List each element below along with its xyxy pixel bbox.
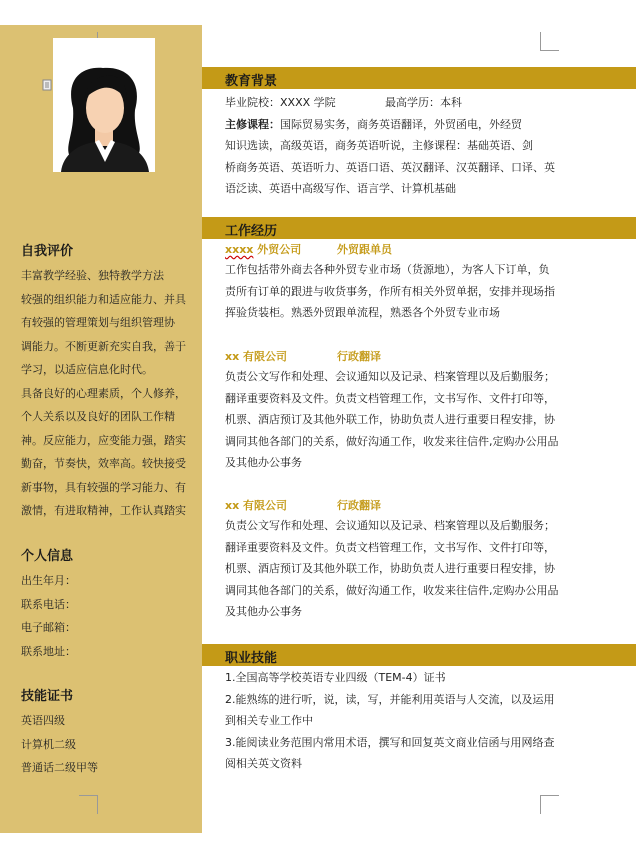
self-eval-line: 激情，有进取精神，工作认真踏实 (21, 504, 186, 517)
job-line: 挥验货装柜。熟悉外贸跟单流程，熟悉各个外贸专业市场 (225, 306, 500, 319)
job-entry (225, 348, 581, 474)
job-line: 负责公文写作和处理、会议通知以及记录、档案管理以及后勤服务； (225, 370, 555, 383)
job-company (225, 497, 337, 515)
self-eval-title: 自我评价 (21, 244, 74, 259)
crop-mark (540, 795, 559, 814)
self-eval-line: 勤奋，节奏快，效率高。较快接受 (21, 457, 186, 470)
job-line: 翻译重要资料及文件。负责文档管理工作，文书写作、文件打印等， (225, 391, 555, 405)
self-eval-line: 有较强的管理策划与组织管理协 (21, 316, 175, 329)
job-heading (225, 348, 581, 366)
job-company (225, 348, 337, 366)
skills-body (225, 667, 581, 775)
cert-item: 普通话二级甲等 (21, 761, 98, 774)
phone-label: 联系电话： (21, 597, 76, 611)
job-line: 及其他办公事务 (225, 456, 302, 469)
course-line (225, 114, 581, 136)
self-eval-section (21, 243, 199, 523)
cert-item: 英语四级 (21, 714, 65, 727)
certs-title: 技能证书 (21, 689, 74, 704)
skill-line: 3.能阅读业务范围内常用术语，撰写和回复英文商业信函与用网络查 (225, 735, 555, 749)
crop-mark (540, 32, 559, 51)
work-title: 工作经历 (225, 224, 278, 239)
skills-header (202, 644, 636, 666)
course-label: 主修课程： (225, 117, 280, 131)
job-heading (225, 241, 581, 259)
job-line: 机票、酒店预订及其他外联工作，协助负责人进行重要日程安排，协 (225, 562, 555, 575)
crop-mark (79, 795, 98, 814)
work-header (202, 217, 636, 239)
cert-item: 计算机二级 (21, 737, 76, 751)
job-line: 负责公文写作和处理、会议通知以及记录、档案管理以及后勤服务； (225, 519, 555, 532)
company-prefix: xx (225, 499, 240, 512)
job-line: 及其他办公事务 (225, 605, 302, 618)
company-prefix: xxxx (225, 243, 254, 256)
self-eval-line: 神。反应能力，应变能力强，踏实 (21, 433, 186, 447)
self-eval-line: 较强的组织能力和适应能力、并具 (21, 292, 186, 306)
job-line: 机票、酒店预订及其他外联工作，协助负责人进行重要日程安排，协 (225, 413, 555, 426)
job-role: 外贸跟单员 (337, 243, 392, 256)
address-label: 联系地址： (21, 644, 76, 658)
self-eval-line: 学习，以适应信息化时代。 (21, 363, 153, 376)
school-label: 毕业院校：XXXX 学院 (225, 96, 336, 109)
job-entry (225, 497, 581, 623)
job-line: 调同其他各部门的关系，做好沟通工作，收发来往信件,定购办公用品 (225, 434, 559, 448)
skill-line: 1.全国高等学校英语专业四级（TEM-4）证书 (225, 671, 446, 684)
self-eval-line: 具备良好的心理素质，个人修养， (21, 386, 186, 400)
course-text: 国际贸易实务，商务英语翻译，外贸函电，外经贸 (280, 117, 522, 131)
avatar-photo (53, 38, 155, 172)
job-heading (225, 497, 581, 515)
education-body (225, 92, 581, 200)
skills-title: 职业技能 (225, 651, 278, 666)
company-suffix: 有限公司 (239, 499, 288, 512)
company-suffix: 外贸公司 (253, 243, 302, 256)
job-company (225, 241, 337, 259)
job-line: 调同其他各部门的关系，做好沟通工作，收发来往信件,定购办公用品 (225, 583, 559, 597)
email-label: 电子邮箱： (21, 621, 76, 634)
personal-info-section (21, 548, 199, 663)
birth-date-label: 出生年月： (21, 574, 76, 587)
self-eval-line: 调能力。不断更新充实自我，善于 (21, 339, 186, 353)
self-eval-line: 丰富教学经验、独特教学方法 (21, 269, 164, 282)
course-line: 桥商务英语、英语听力、英语口语、英汉翻译、汉英翻译、口译、英 (225, 160, 555, 174)
self-eval-line: 个人关系以及良好的团队工作精 (21, 410, 175, 423)
course-line: 语泛读、英语中高级写作、语言学、计算机基础 (225, 182, 456, 195)
skill-line: 2.能熟练的进行听，说，读，写，并能利用英语与人交流，以及运用 (225, 692, 555, 706)
job-role: 行政翻译 (337, 499, 381, 512)
education-row-school (225, 92, 581, 114)
certs-section (21, 688, 199, 780)
company-suffix: 有限公司 (239, 350, 288, 363)
skill-line: 阅相关英文资料 (225, 757, 302, 770)
course-line: 知识选读，高级英语，商务英语听说，主修课程：基础英语、剑 (225, 139, 533, 152)
job-entry (225, 241, 581, 324)
degree-label: 最高学历：本科 (385, 96, 462, 109)
job-line: 翻译重要资料及文件。负责文档管理工作，文书写作、文件打印等， (225, 540, 555, 554)
education-title: 教育背景 (225, 74, 278, 89)
job-line: 责所有订单的跟进与收货事务，作所有相关外贸单据，安排并现场指 (225, 284, 555, 298)
job-line: 工作包括带外商去各种外贸专业市场（货源地），为客人下订单，负 (225, 263, 550, 276)
company-prefix: xx (225, 350, 240, 363)
personal-info-title: 个人信息 (21, 549, 74, 564)
education-header (202, 67, 636, 89)
job-role: 行政翻译 (337, 350, 381, 363)
skill-line: 到相关专业工作中 (225, 714, 313, 727)
self-eval-line: 新事物，具有较强的学习能力、有 (21, 480, 186, 494)
